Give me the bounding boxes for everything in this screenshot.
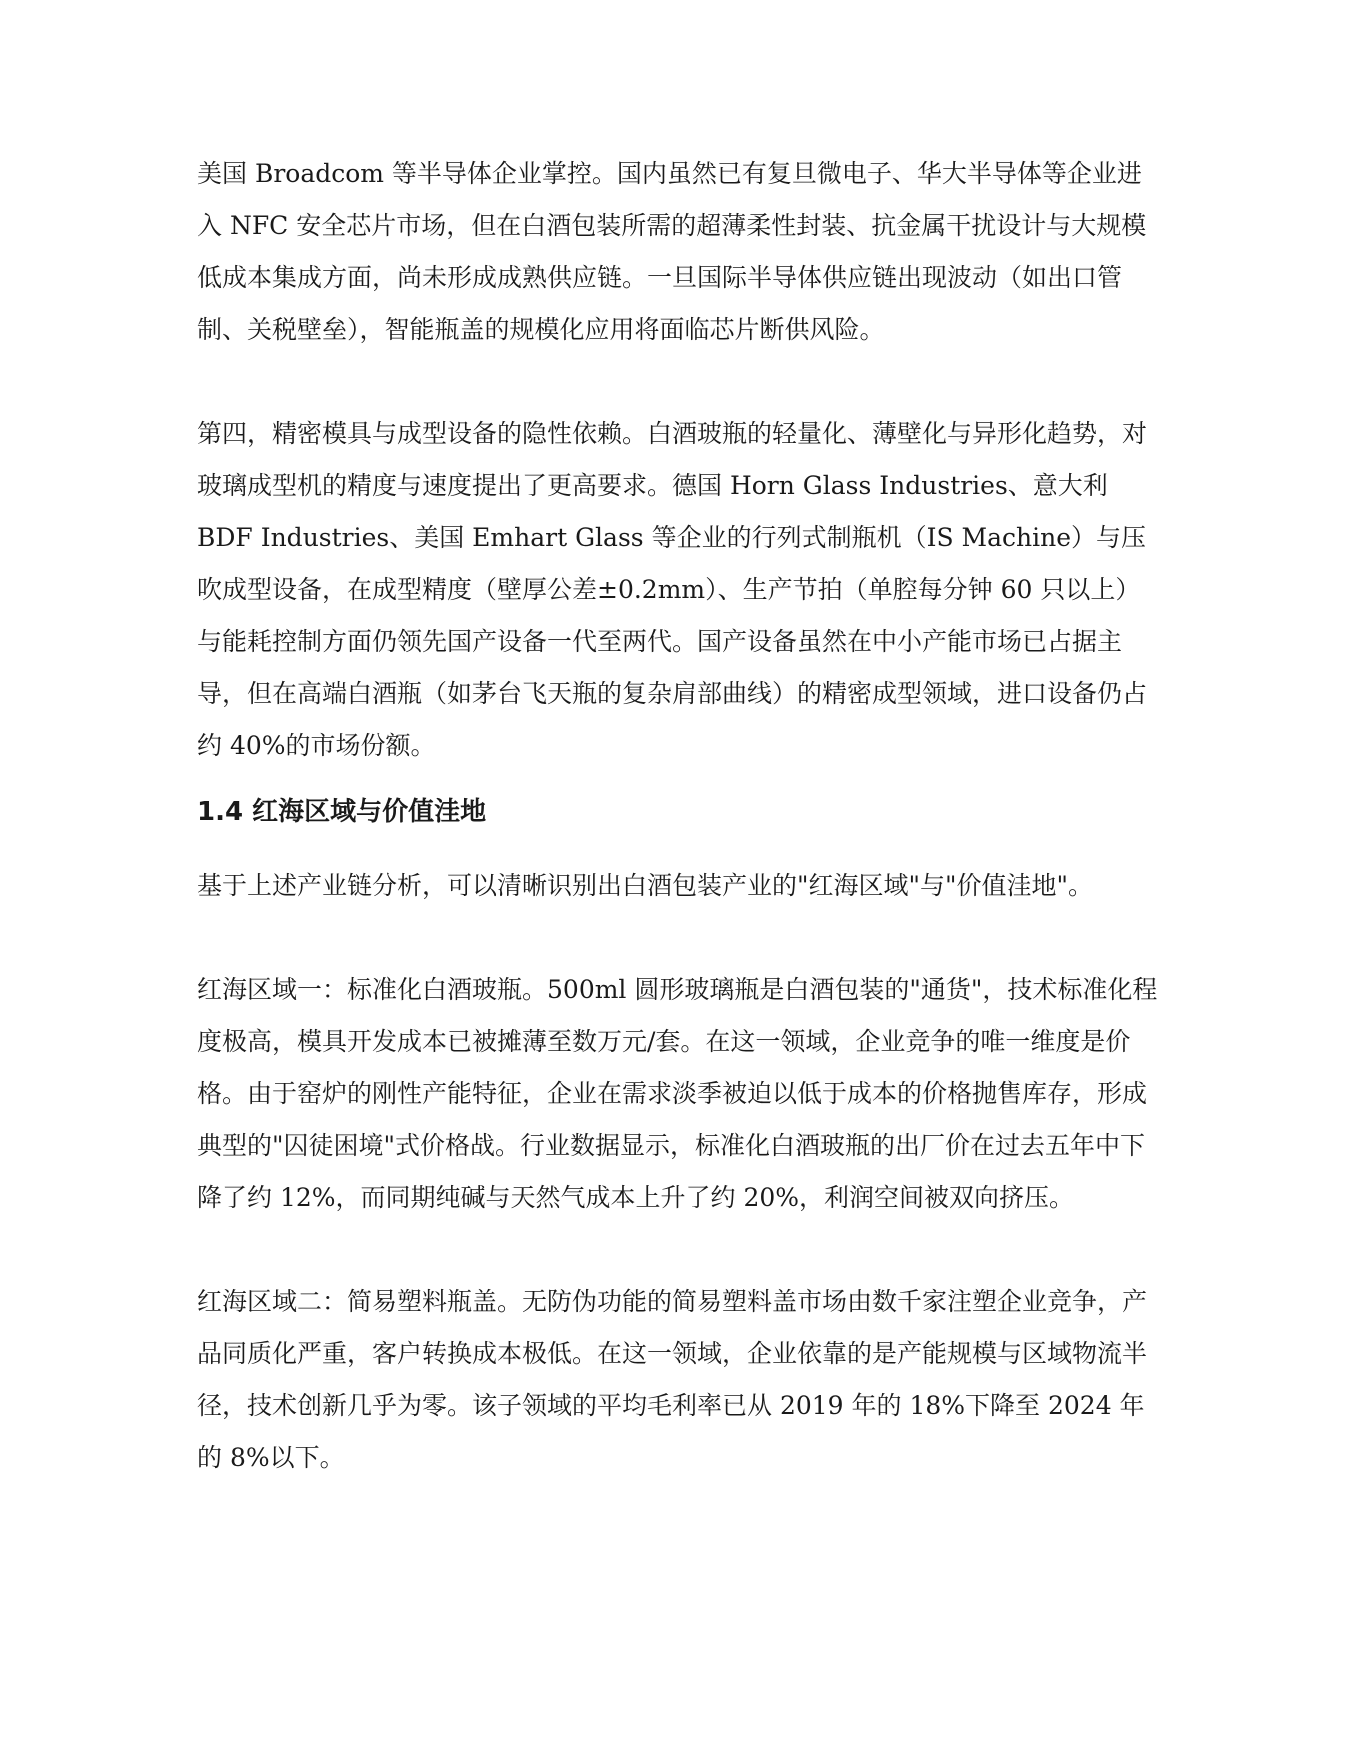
section-heading: 1.4 红海区域与价值洼地 bbox=[197, 797, 487, 827]
paragraph-chip-supply: 美国 Broadcom 等半导体企业掌控。国内虽然已有复旦微电子、华大半导体等企业进入 NFC 安全芯片市场，但在白酒包装所需的超薄柔性封装、抗金属干扰设计与大规模低成本集成方面，尚未形成成熟供应链。一旦国际半导体供应链出现波动（如出口管制、关税壁垒），智能瓶盖的规模化应用将面临芯片断供风险。 bbox=[197, 159, 1147, 344]
paragraph-gap bbox=[197, 356, 1159, 408]
paragraph-intro: 基于上述产业链分析，可以清晰识别出白酒包装产业的"红海区域"与"价值洼地"。 bbox=[197, 871, 1093, 900]
paragraph-mold-equipment: 第四，精密模具与成型设备的隐性依赖。白酒玻瓶的轻量化、薄壁化与异形化趋势，对玻璃成型机的精度与速度提出了更高要求。德国 Horn Glass Industries、意大利 BDF Industries、美国 Emhart Glass 等企业的行列式制瓶机（IS Machine）与压吹成型设备，在成型精度（壁厚公差±0.2mm）、生产节拍（单腔每分钟 60 只以上）与能耗控制方面仍领先国产设备一代至两代。国产设备虽然在中小产能市场已占据主导，但在高端白酒瓶（如茅台飞天瓶的复杂肩部曲线）的精密成型领域，进口设备仍占约 40%的市场份额。 bbox=[197, 419, 1148, 760]
paragraph-red-sea-one: 红海区域一：标准化白酒玻瓶。500ml 圆形玻璃瓶是白酒包装的"通货"，技术标准化程度极高，模具开发成本已被摊薄至数万元/套。在这一领域，企业竞争的唯一维度是价格。由于窑炉的刚性产能特征，企业在需求淡季被迫以低于成本的价格抛售库存，形成典型的"囚徒困境"式价格战。行业数据显示，标准化白酒玻瓶的出厂价在过去五年中下降了约 12%，而同期纯碱与天然气成本上升了约 20%，利润空间被双向挤压。 bbox=[197, 975, 1158, 1212]
paragraph-gap bbox=[197, 912, 1159, 964]
document-page bbox=[197, 148, 1159, 1484]
paragraph-red-sea-two: 红海区域二：简易塑料瓶盖。无防伪功能的简易塑料盖市场由数千家注塑企业竞争，产品同质化严重，客户转换成本极低。在这一领域，企业依靠的是产能规模与区域物流半径，技术创新几乎为零。该子领域的平均毛利率已从 2019 年的 18%下降至 2024 年的 8%以下。 bbox=[197, 1287, 1148, 1472]
paragraph-gap bbox=[197, 1224, 1159, 1276]
